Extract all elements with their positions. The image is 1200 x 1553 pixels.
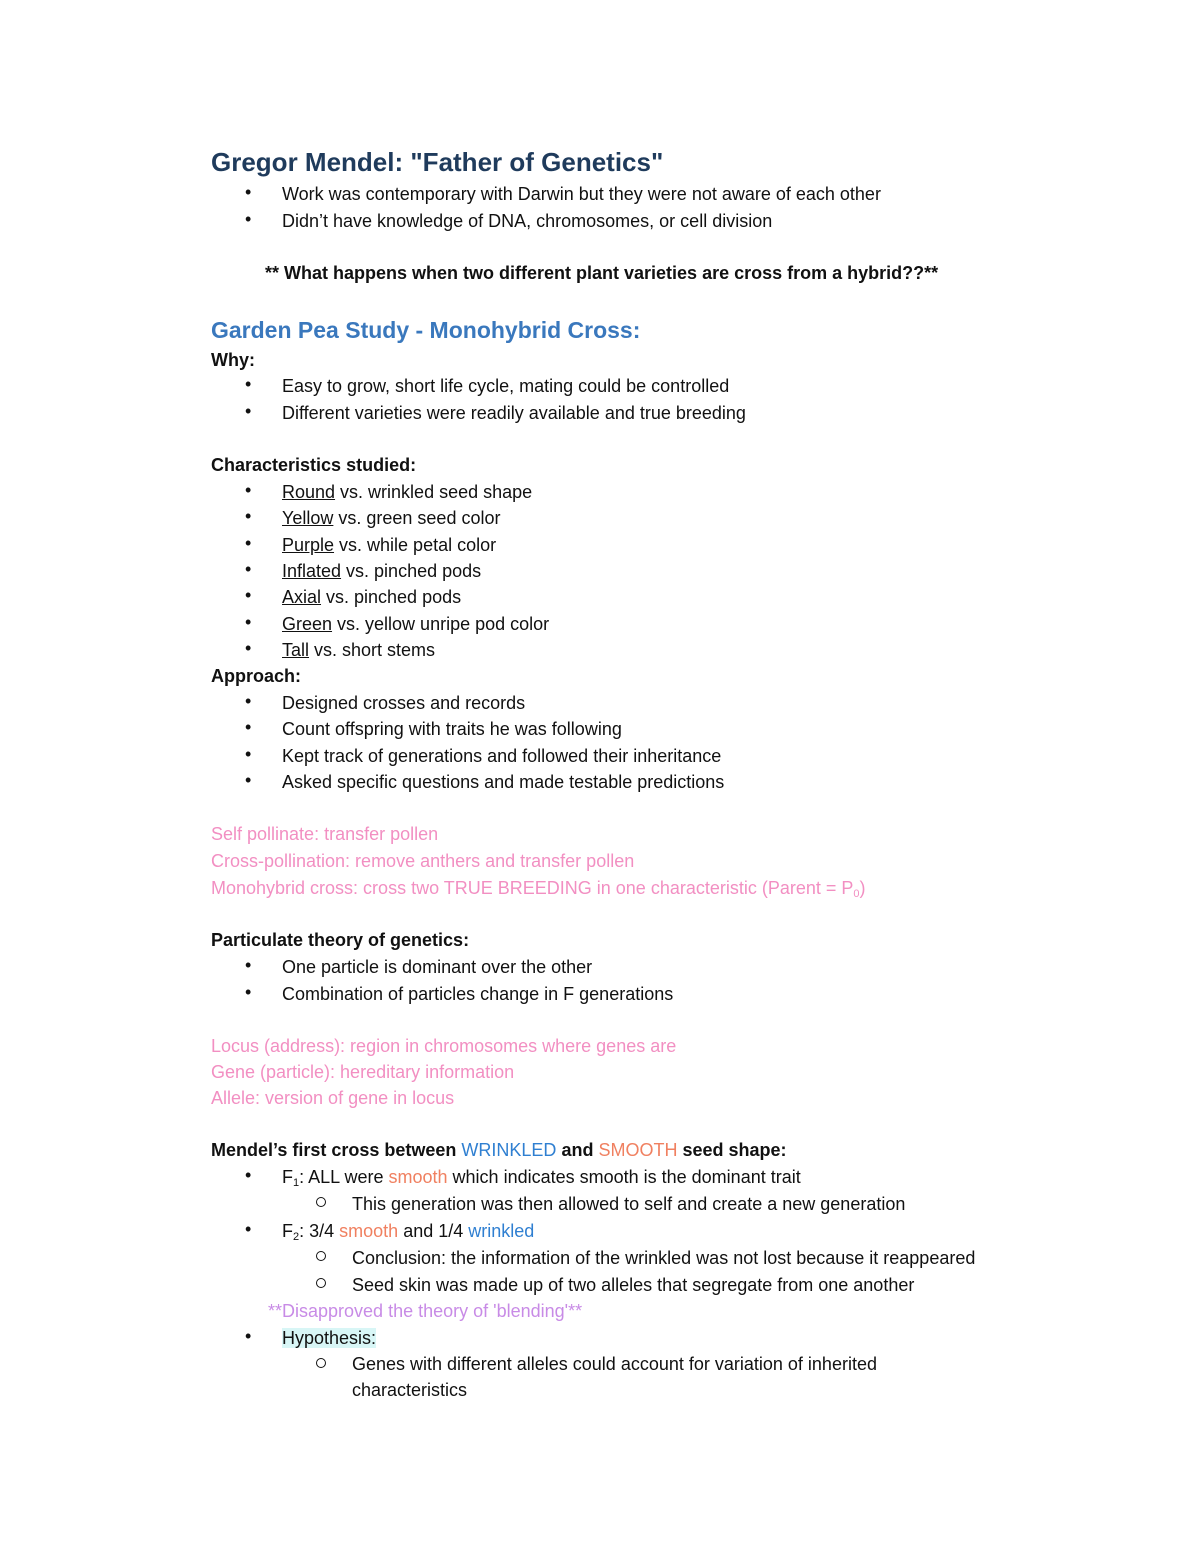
smooth-keyword: smooth xyxy=(388,1167,448,1187)
bullet-icon: • xyxy=(245,182,252,202)
result-text: : ALL were xyxy=(299,1167,389,1187)
intro-bullet: Work was contemporary with Darwin but they were not aware of each other xyxy=(282,184,881,204)
dominant-trait: Green xyxy=(282,614,333,634)
trait-comparison: vs. pinched pods xyxy=(341,561,482,581)
question-text: ** What happens when two different plant varieties are cross from a hybrid??** xyxy=(265,263,939,283)
bullet-icon: • xyxy=(245,744,252,764)
bullet-icon: • xyxy=(245,1326,252,1346)
bullet-icon: • xyxy=(245,1165,252,1185)
bullet-icon: • xyxy=(245,374,252,394)
first-cross-heading xyxy=(211,1138,787,1162)
hypothesis-text: Genes with different alleles could account for variation of inherited xyxy=(352,1354,877,1374)
circle-bullet-icon xyxy=(316,1251,326,1261)
generation-label: F xyxy=(282,1221,293,1241)
bullet-icon: • xyxy=(245,955,252,975)
circle-bullet-icon xyxy=(316,1358,326,1368)
trait-comparison: vs. pinched pods xyxy=(321,587,462,607)
characteristics-label: Characteristics studied: xyxy=(211,455,417,475)
monohybrid-end: ) xyxy=(859,878,866,898)
dominant-trait: Tall xyxy=(282,640,310,660)
f2-sub-bullet: Seed skin was made up of two alleles that segregate from one another xyxy=(352,1275,915,1295)
f2-sub-bullet: Conclusion: the information of the wrinkled was not lost because it reappeared xyxy=(352,1248,976,1268)
bullet-icon: • xyxy=(245,1219,252,1239)
trait-comparison: vs. while petal color xyxy=(334,535,497,555)
smooth-keyword: SMOOTH xyxy=(598,1140,678,1160)
wrinkled-keyword: WRINKLED xyxy=(461,1140,557,1160)
bullet-icon: • xyxy=(245,612,252,632)
dominant-trait: Inflated xyxy=(282,561,342,581)
approach-bullet: Asked specific questions and made testable predictions xyxy=(282,772,725,792)
bullet-icon: • xyxy=(245,559,252,579)
bullet-icon: • xyxy=(245,691,252,711)
why-label: Why: xyxy=(211,350,255,370)
subscript: 2 xyxy=(293,1231,300,1243)
characteristic-item xyxy=(282,559,481,583)
trait-comparison: vs. green seed color xyxy=(333,508,501,528)
approach-bullet: Kept track of generations and followed their inheritance xyxy=(282,746,722,766)
bullet-icon: • xyxy=(245,533,252,553)
bullet-icon: • xyxy=(245,506,252,526)
bullet-icon: • xyxy=(245,585,252,605)
definition-allele: Allele: version of gene in locus xyxy=(211,1088,455,1108)
page-title: Gregor Mendel: "Father of Genetics" xyxy=(211,147,664,177)
hypothesis-line xyxy=(282,1326,376,1350)
definition-self-pollinate: Self pollinate: transfer pollen xyxy=(211,824,439,844)
particulate-bullet: One particle is dominant over the other xyxy=(282,957,593,977)
why-bullet: Different varieties were readily available and true breeding xyxy=(282,403,746,423)
hypothesis-text: characteristics xyxy=(352,1380,468,1400)
f1-result xyxy=(282,1165,801,1189)
particulate-bullet: Combination of particles change in F generations xyxy=(282,984,674,1004)
approach-bullet: Count offspring with traits he was following xyxy=(282,719,622,739)
bullet-icon: • xyxy=(245,982,252,1002)
disapproved-note: **Disapproved the theory of 'blending'** xyxy=(268,1301,583,1321)
approach-label: Approach: xyxy=(211,666,301,686)
result-text: which indicates smooth is the dominant trait xyxy=(447,1167,801,1187)
definition-locus: Locus (address): region in chromosomes where genes are xyxy=(211,1036,677,1056)
characteristic-item xyxy=(282,480,532,504)
circle-bullet-icon xyxy=(316,1197,326,1207)
dominant-trait: Round xyxy=(282,482,336,502)
section-title: Garden Pea Study - Monohybrid Cross: xyxy=(211,317,641,343)
monohybrid-text: Monohybrid cross: cross two TRUE BREEDING in one characteristic (Parent = P xyxy=(211,878,854,898)
characteristic-item xyxy=(282,585,461,609)
smooth-keyword: smooth xyxy=(339,1221,399,1241)
particulate-label: Particulate theory of genetics: xyxy=(211,930,470,950)
heading-text: and xyxy=(556,1140,599,1160)
circle-bullet-icon xyxy=(316,1278,326,1288)
intro-bullet: Didn’t have knowledge of DNA, chromosomes, or cell division xyxy=(282,211,773,231)
trait-comparison: vs. yellow unripe pod color xyxy=(332,614,550,634)
bullet-icon: • xyxy=(245,638,252,658)
subscript: 0 xyxy=(853,888,860,900)
trait-comparison: vs. wrinkled seed shape xyxy=(335,482,533,502)
subscript: 1 xyxy=(293,1177,300,1189)
bullet-icon: • xyxy=(245,401,252,421)
bullet-icon: • xyxy=(245,209,252,229)
result-text: and 1/4 xyxy=(398,1221,469,1241)
result-text: : 3/4 xyxy=(299,1221,340,1241)
trait-comparison: vs. short stems xyxy=(309,640,436,660)
f1-sub-bullet: This generation was then allowed to self and create a new generation xyxy=(352,1194,906,1214)
characteristic-item xyxy=(282,533,496,557)
characteristic-item xyxy=(282,638,435,662)
bullet-icon: • xyxy=(245,480,252,500)
wrinkled-keyword: wrinkled xyxy=(468,1221,535,1241)
heading-text: Mendel’s first cross between xyxy=(211,1140,462,1160)
characteristic-item xyxy=(282,612,549,636)
why-bullet: Easy to grow, short life cycle, mating could be controlled xyxy=(282,376,730,396)
f2-result xyxy=(282,1219,534,1243)
characteristic-item xyxy=(282,506,500,530)
definition-monohybrid-cross xyxy=(211,876,866,900)
generation-label: F xyxy=(282,1167,293,1187)
bullet-icon: • xyxy=(245,717,252,737)
approach-bullet: Designed crosses and records xyxy=(282,693,526,713)
definition-cross-pollination: Cross-pollination: remove anthers and transfer pollen xyxy=(211,851,635,871)
dominant-trait: Yellow xyxy=(282,508,334,528)
heading-text: seed shape: xyxy=(677,1140,787,1160)
dominant-trait: Axial xyxy=(282,587,322,607)
hypothesis-label: Hypothesis: xyxy=(282,1328,377,1348)
dominant-trait: Purple xyxy=(282,535,335,555)
bullet-icon: • xyxy=(245,770,252,790)
definition-gene: Gene (particle): hereditary information xyxy=(211,1062,515,1082)
